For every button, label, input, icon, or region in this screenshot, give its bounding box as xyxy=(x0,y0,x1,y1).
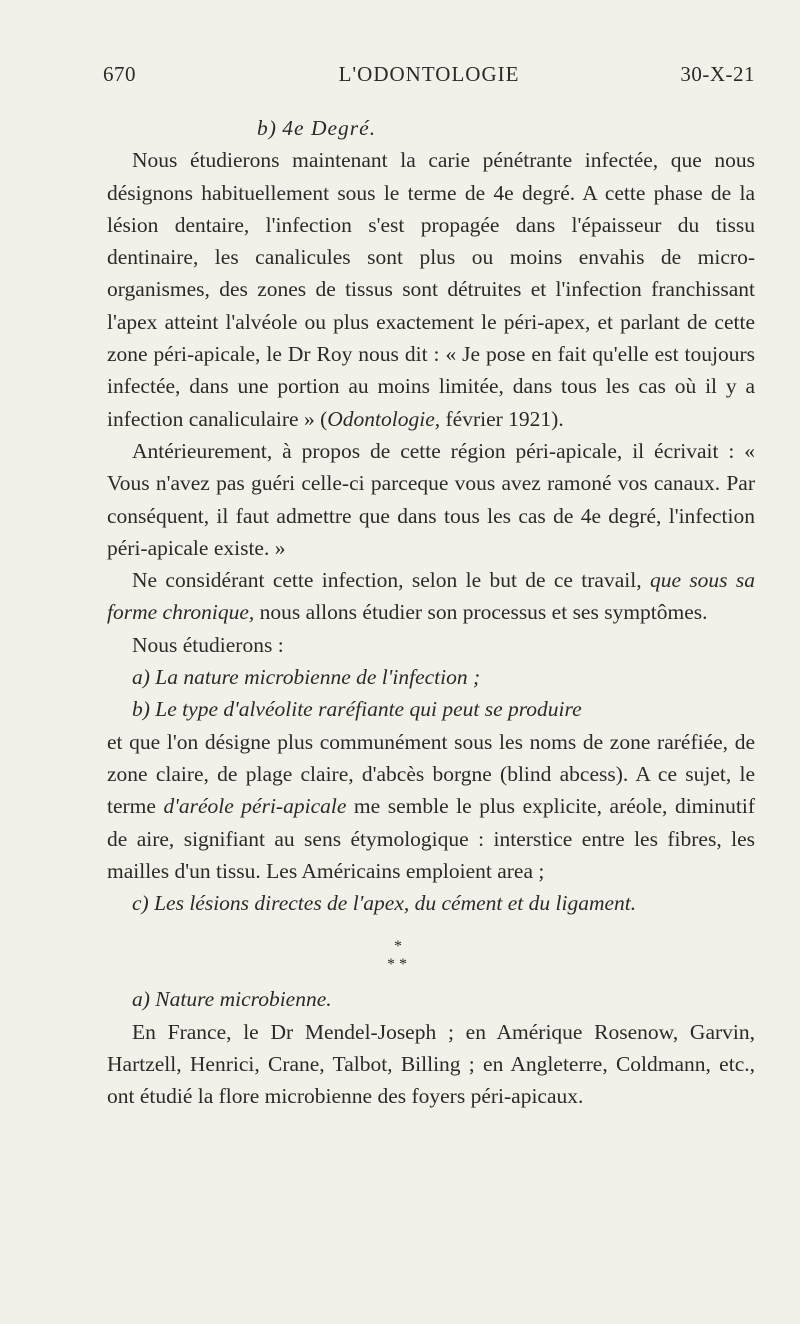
journal-title: L'ODONTOLOGIE xyxy=(338,62,520,86)
paragraph-1 xyxy=(107,144,755,435)
list-item-a-label: a) xyxy=(132,665,150,690)
list-item-c-label: c) xyxy=(132,891,149,916)
list-item-b-cont-italic: d'aréole péri-apicale xyxy=(163,794,347,819)
paragraph-3-start: Ne considérant cette infection, selon le but de ce travail, xyxy=(132,568,650,593)
citation-date: février 1921). xyxy=(440,406,564,431)
list-item-b-continuation xyxy=(107,726,755,887)
list-item-b-cont-start: et que l'on désigne plus communément sous les noms de zone raréfiée, de zone claire, de plage claire, d'abcès borgne (blind abcess). A ce sujet, le terme xyxy=(107,729,755,819)
page-number: 670 xyxy=(103,62,136,86)
issue-date: 30-X-21 xyxy=(680,62,755,86)
list-item-b-label: b) xyxy=(132,697,150,722)
list-item-b xyxy=(107,693,755,725)
divider-star-bottom: * * xyxy=(387,956,407,974)
section-divider xyxy=(107,919,755,983)
section-heading-label: b) xyxy=(257,116,277,140)
paragraph-5: En France, le Dr Mendel-Joseph ; en Amérique Rosenow, Garvin, Hartzell, Henrici, Crane, Talbot, Billing ; en Angleterre, Coldmann, etc., ont étudié la flore microbienne des foyers péri-apicaux. xyxy=(107,1019,755,1109)
subsection-label: a) xyxy=(132,987,150,1012)
body-text xyxy=(107,112,755,1113)
list-item-a-text: La nature microbienne de l'infection ; xyxy=(155,665,481,690)
paragraph-3-end: nous allons étudier son processus et ses symptômes. xyxy=(254,600,708,625)
subsection-title: Nature microbienne. xyxy=(155,987,332,1012)
section-heading-title: 4e Degré. xyxy=(282,116,377,140)
divider-star-top: * xyxy=(394,938,402,956)
paragraph-3 xyxy=(107,564,755,629)
paragraph-4: Nous étudierons : xyxy=(132,632,284,657)
citation-journal: Odontologie, xyxy=(327,406,441,431)
list-item-b-cont-end: me semble le plus explicite, aréole, diminutif de aire, signifiant au sens étymologique : interstice entre les fibres, les mailles d'un tissu. Les Américains emploient area ; xyxy=(107,794,755,883)
list-item-c xyxy=(107,887,755,919)
list-item-a xyxy=(107,661,755,693)
running-header xyxy=(103,62,755,92)
paragraph-2: Antérieurement, à propos de cette région péri-apicale, il écrivait : « Vous n'avez pas guéri celle-ci parceque vous avez ramoné vos canaux. Par conséquent, il faut admettre que dans tous les cas de 4e degré, l'infection péri-apicale existe. » xyxy=(107,438,755,560)
subsection-heading xyxy=(107,983,755,1015)
paragraph-1-text: Nous étudierons maintenant la carie pénétrante infectée, que nous désignons habituellement sous le terme de 4e degré. A cette phase de la lésion dentaire, l'infection s'est propagée dans l'épaisseur du tissu dentinaire, les canalicules sont plus ou moins envahis de micro-organismes, des zones de tissus sont détruites et l'infection franchissant l'apex atteint l'alvéole ou plus exactement le péri-apex, et parlant de cette zone péri-apicale, le Dr Roy nous dit : « Je pose en fait qu'elle est toujours infectée, dans une portion au moins limitée, dans tous les cas où il y a infection canaliculaire » ( xyxy=(107,148,755,431)
list-item-b-text: Le type d'alvéolite raréfiante qui peut se produire xyxy=(155,697,582,722)
section-heading xyxy=(107,112,755,144)
list-item-c-text: Les lésions directes de l'apex, du cément et du ligament. xyxy=(154,891,637,916)
paragraph-3-italic: que sous sa forme chronique, xyxy=(107,568,756,625)
